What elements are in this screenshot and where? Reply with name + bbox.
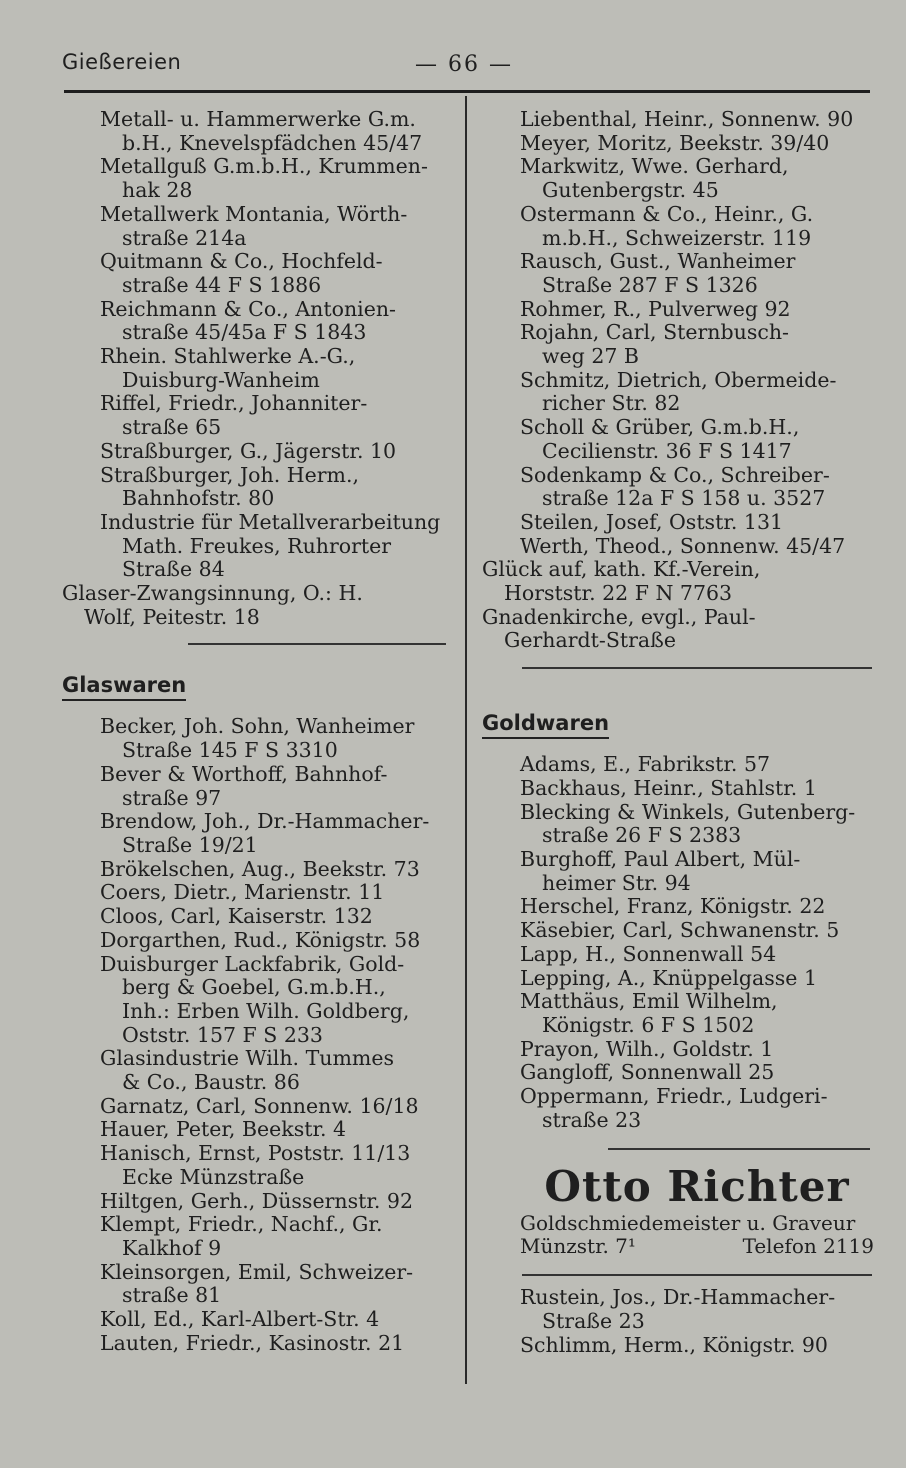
directory-entry — [520, 990, 894, 1037]
right-other-entries — [474, 558, 894, 653]
right-continued-entries — [474, 108, 894, 558]
entry-line: Steilen, Josef, Oststr. 131 — [520, 509, 784, 534]
directory-entry — [100, 763, 465, 810]
entry-line: weg 27 B — [542, 344, 639, 369]
directory-entry — [100, 1261, 465, 1308]
right-column — [474, 108, 894, 1358]
entry-line: Straßburger, Joh. Herm., — [100, 462, 360, 487]
directory-entry — [482, 558, 894, 605]
directory-entry — [520, 369, 894, 416]
directory-entry — [520, 777, 894, 801]
ad-profession: Goldschmiedemeister u. Graveur — [520, 1211, 856, 1236]
entry-line: straße 12a F S 158 u. 3527 — [542, 486, 826, 511]
directory-entry — [520, 848, 894, 895]
entry-line: richer Str. 82 — [542, 391, 681, 416]
entry-line: Straße 145 F S 3310 — [122, 738, 338, 763]
entry-line: straße 23 — [542, 1107, 642, 1132]
page-number: — 66 — — [415, 52, 513, 77]
entry-line: Ostermann & Co., Heinr., G. — [520, 201, 814, 226]
directory-entry — [520, 416, 894, 463]
entry-line: Markwitz, Wwe. Gerhard, — [520, 154, 789, 179]
entry-line: Liebenthal, Heinr., Sonnenw. 90 — [520, 107, 854, 131]
goldwaren-entries — [474, 753, 894, 1132]
directory-entry — [520, 535, 894, 559]
entry-line: Straße 84 — [122, 557, 225, 582]
entry-line: hak 28 — [122, 178, 193, 203]
entry-line: Straßburger, G., Jägerstr. 10 — [100, 438, 397, 463]
directory-entry — [100, 858, 465, 882]
directory-entry — [100, 1190, 465, 1214]
entry-line: Kleinsorgen, Emil, Schweizer- — [100, 1259, 414, 1284]
entry-line: Glück auf, kath. Kf.-Verein, — [482, 557, 761, 582]
directory-entry — [100, 881, 465, 905]
entry-line: Garnatz, Carl, Sonnenw. 16/18 — [100, 1093, 419, 1118]
entry-line: Brendow, Joh., Dr.-Hammacher- — [100, 809, 430, 834]
directory-entry — [100, 905, 465, 929]
ad-phone: Telefon 2119 — [742, 1234, 874, 1259]
ad-contact-row — [520, 1235, 874, 1258]
entry-line: Kalkhof 9 — [122, 1235, 222, 1260]
directory-entry — [520, 967, 894, 991]
entry-line: Metallguß G.m.b.H., Krummen- — [100, 154, 428, 179]
directory-entry — [100, 1118, 465, 1142]
entry-line: Blecking & Winkels, Gutenberg- — [520, 799, 856, 824]
entry-line: Käsebier, Carl, Schwanenstr. 5 — [520, 918, 840, 943]
directory-entry — [520, 203, 894, 250]
entry-line: Oststr. 157 F S 233 — [122, 1022, 323, 1047]
entry-line: Gerhardt-Straße — [504, 628, 676, 653]
entry-line: Hiltgen, Gerh., Düssernstr. 92 — [100, 1188, 414, 1213]
entry-line: Matthäus, Emil Wilhelm, — [520, 989, 778, 1014]
section-divider — [522, 667, 872, 669]
directory-entry — [520, 132, 894, 156]
section-divider — [188, 643, 446, 645]
directory-entry — [520, 1038, 894, 1062]
entry-line: straße 44 F S 1886 — [122, 272, 322, 297]
directory-entry — [482, 606, 894, 653]
entry-line: Backhaus, Heinr., Stahlstr. 1 — [520, 775, 817, 800]
ad-company-name: Otto Richter — [544, 1162, 850, 1212]
directory-entry — [520, 1334, 894, 1358]
directory-entry — [520, 108, 894, 132]
entry-line: straße 26 F S 2383 — [542, 823, 742, 848]
directory-entry — [100, 203, 465, 250]
column-divider — [465, 96, 467, 1384]
entry-line: Lapp, H., Sonnenwall 54 — [520, 941, 777, 966]
entry-line: Rojahn, Carl, Sternbusch- — [520, 320, 789, 345]
after-ad-entries — [474, 1286, 894, 1357]
entry-line: Sodenkamp & Co., Schreiber- — [520, 462, 830, 487]
section-title-glaswaren: Glaswaren — [62, 673, 186, 701]
guild-entry-block — [0, 582, 465, 629]
entry-line: Straße 23 — [542, 1309, 645, 1334]
directory-entry — [100, 464, 465, 511]
entry-line: Metallwerk Montania, Wörth- — [100, 201, 408, 226]
ad-top-rule — [608, 1148, 870, 1150]
directory-entry — [520, 464, 894, 511]
directory-entry — [100, 1213, 465, 1260]
running-header-section: Gießereien — [62, 50, 182, 74]
entry-line: Scholl & Grüber, G.m.b.H., — [520, 415, 800, 440]
directory-entry — [100, 250, 465, 297]
entry-line: straße 65 — [122, 415, 222, 440]
directory-entry — [520, 250, 894, 297]
entry-line: Adams, E., Fabrikstr. 57 — [520, 752, 771, 777]
entry-line: Meyer, Moritz, Beekstr. 39/40 — [520, 130, 830, 155]
entry-line: Straße 19/21 — [122, 832, 258, 857]
directory-entry — [100, 298, 465, 345]
entry-line: m.b.H., Schweizerstr. 119 — [542, 225, 812, 250]
left-continued-entries — [0, 108, 465, 582]
entry-line: Königstr. 6 F S 1502 — [542, 1012, 755, 1037]
entry-line: Horststr. 22 F N 7763 — [504, 581, 733, 606]
entry-line: Glaser-Zwangsinnung, O.: H. — [62, 581, 363, 606]
entry-line: Rohmer, R., Pulverweg 92 — [520, 296, 791, 321]
entry-line: b.H., Knevelspfädchen 45/47 — [122, 130, 423, 155]
entry-line: straße 45/45a F S 1843 — [122, 320, 367, 345]
directory-entry — [520, 1061, 894, 1085]
entry-line: Burghoff, Paul Albert, Mül- — [520, 846, 801, 871]
entry-line: Werth, Theod., Sonnenw. 45/47 — [520, 533, 846, 558]
entry-line: Prayon, Wilh., Goldstr. 1 — [520, 1036, 774, 1061]
directory-entry — [520, 1085, 894, 1132]
directory-entry — [100, 953, 465, 1048]
entry-line: Industrie für Metallverarbeitung — [100, 509, 441, 534]
entry-line: heimer Str. 94 — [542, 870, 691, 895]
entry-line: Coers, Dietr., Marienstr. 11 — [100, 880, 385, 905]
entry-line: straße 81 — [122, 1283, 222, 1308]
entry-line: Koll, Ed., Karl-Albert-Str. 4 — [100, 1307, 380, 1332]
entry-line: Glasindustrie Wilh. Tummes — [100, 1046, 394, 1071]
directory-entry — [520, 155, 894, 202]
directory-entry — [100, 715, 465, 762]
directory-entry — [100, 155, 465, 202]
entry-line: Gnadenkirche, evgl., Paul- — [482, 604, 756, 629]
ad-bottom-rule — [522, 1274, 872, 1276]
directory-entry — [520, 919, 894, 943]
entry-line: Cecilienstr. 36 F S 1417 — [542, 438, 792, 463]
directory-entry — [520, 1286, 894, 1333]
entry-line: straße 214a — [122, 225, 247, 250]
entry-line: Schlimm, Herm., Königstr. 90 — [520, 1332, 828, 1357]
directory-entry — [62, 582, 465, 629]
entry-line: Duisburger Lackfabrik, Gold- — [100, 951, 405, 976]
entry-line: Lauten, Friedr., Kasinostr. 21 — [100, 1330, 405, 1355]
directory-entry — [100, 1332, 465, 1356]
directory-entry — [100, 1308, 465, 1332]
entry-line: Oppermann, Friedr., Ludgeri- — [520, 1084, 828, 1109]
entry-line: Bahnhofstr. 80 — [122, 486, 275, 511]
directory-entry — [520, 511, 894, 535]
directory-entry — [100, 810, 465, 857]
directory-entry — [100, 1047, 465, 1094]
entry-line: Bever & Worthoff, Bahnhof- — [100, 761, 388, 786]
header-rule — [64, 90, 870, 93]
directory-entry — [100, 392, 465, 439]
directory-entry — [520, 943, 894, 967]
left-column — [0, 108, 465, 1355]
entry-line: Becker, Joh. Sohn, Wanheimer — [100, 714, 415, 739]
entry-line: Riffel, Friedr., Johanniter- — [100, 391, 368, 416]
directory-entry — [100, 511, 465, 582]
section-title-goldwaren: Goldwaren — [482, 711, 609, 739]
entry-line: Brökelschen, Aug., Beekstr. 73 — [100, 856, 420, 881]
entry-line: Hanisch, Ernst, Poststr. 11/13 — [100, 1141, 411, 1166]
entry-line: Schmitz, Dietrich, Obermeide- — [520, 367, 837, 392]
entry-line: Quitmann & Co., Hochfeld- — [100, 249, 383, 274]
directory-entry — [100, 1142, 465, 1189]
entry-line: Wolf, Peitestr. 18 — [84, 604, 260, 629]
entry-line: straße 97 — [122, 785, 222, 810]
entry-line: Herschel, Franz, Königstr. 22 — [520, 894, 826, 919]
entry-line: Cloos, Carl, Kaiserstr. 132 — [100, 904, 373, 929]
directory-entry — [100, 345, 465, 392]
directory-entry — [520, 298, 894, 322]
directory-entry — [100, 108, 465, 155]
directory-entry — [100, 1095, 465, 1119]
entry-line: Klempt, Friedr., Nachf., Gr. — [100, 1212, 383, 1237]
directory-entry — [100, 929, 465, 953]
entry-line: Rustein, Jos., Dr.-Hammacher- — [520, 1285, 836, 1310]
entry-line: Metall- u. Hammerwerke G.m. — [100, 107, 416, 131]
entry-line: berg & Goebel, G.m.b.H., — [122, 975, 386, 1000]
directory-entry — [520, 895, 894, 919]
directory-entry — [520, 753, 894, 777]
entry-line: Gutenbergstr. 45 — [542, 178, 719, 203]
entry-line: Lepping, A., Knüppelgasse 1 — [520, 965, 817, 990]
advertisement-otto-richter — [520, 1162, 894, 1258]
entry-line: & Co., Baustr. 86 — [122, 1070, 300, 1095]
entry-line: Straße 287 F S 1326 — [542, 272, 758, 297]
directory-entry — [520, 801, 894, 848]
entry-line: Dorgarthen, Rud., Königstr. 58 — [100, 927, 421, 952]
entry-line: Gangloff, Sonnenwall 25 — [520, 1060, 775, 1085]
entry-line: Hauer, Peter, Beekstr. 4 — [100, 1117, 347, 1142]
entry-line: Duisburg-Wanheim — [122, 367, 320, 392]
entry-line: Ecke Münzstraße — [122, 1164, 305, 1189]
entry-line: Rausch, Gust., Wanheimer — [520, 249, 796, 274]
entry-line: Math. Freukes, Ruhrorter — [122, 533, 392, 558]
entry-line: Inh.: Erben Wilh. Goldberg, — [122, 998, 410, 1023]
entry-line: Reichmann & Co., Antonien- — [100, 296, 396, 321]
ad-address: Münzstr. 7¹ — [520, 1234, 636, 1259]
directory-entry — [100, 440, 465, 464]
glaswaren-entries — [0, 715, 465, 1355]
directory-entry — [520, 321, 894, 368]
entry-line: Rhein. Stahlwerke A.-G., — [100, 344, 356, 369]
